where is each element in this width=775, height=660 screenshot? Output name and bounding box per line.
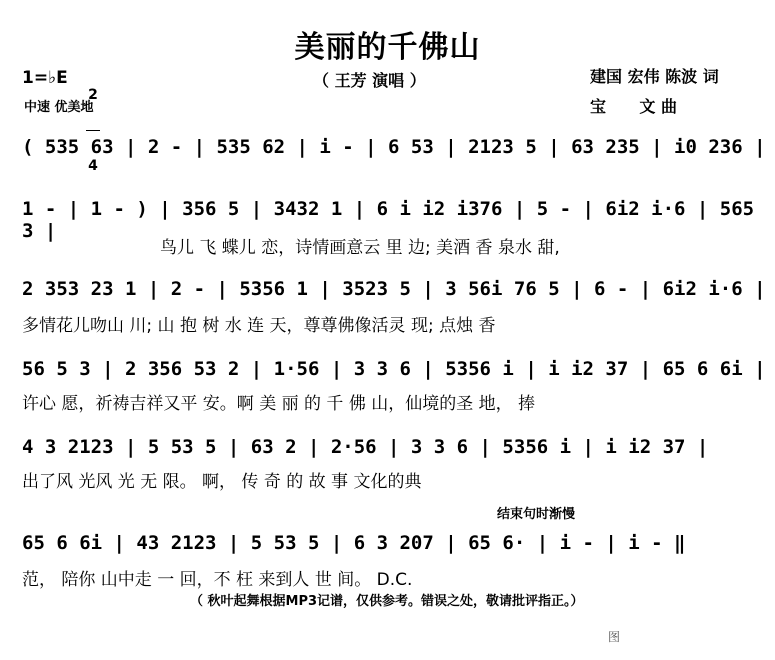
lyricist-credit: 建国 宏伟 陈波 词	[590, 67, 719, 86]
score-line-4-notes: 56 5 3 | 2 356 53 2 | 1·56 | 3 3 6 | 5356 i | i i2 37 | 65 6 6i |	[22, 358, 766, 380]
score-line-3-notes: 2 353 23 1 | 2 - | 5356 1 | 3523 5 | 3 56i 76 5 | 6 - | 6i2 i·6 |	[22, 278, 766, 300]
score-line-2-lyric: 鸟儿 飞 蝶儿 恋，诗情画意云 里 边; 美酒 香 泉水 甜,	[160, 238, 560, 258]
score-line-6-lyric: 范， 陪你 山中走 一 回，不 枉 来到人 世 间。 D.C.	[22, 570, 413, 590]
score-line-4-lyric: 许心 愿，祈祷吉祥又平 安。啊 美 丽 的 千 佛 山，仙境的圣 地， 捧	[22, 394, 536, 414]
key-signature: 1=♭E	[22, 68, 68, 88]
score-line-2-notes: 1 - | 1 - ) | 356 5 | 3432 1 | 6 i i2 i376 | 5 - | 6i2 i·6 | 565 3 |	[22, 198, 755, 242]
score-line-5-notes: 4 3 2123 | 5 53 5 | 63 2 | 2·56 | 3 3 6 | 5356 i | i i2 37 |	[22, 436, 709, 458]
page-title: 美丽的千佛山	[294, 30, 481, 65]
tempo-marking: 中速 优美地	[24, 100, 94, 115]
score-line-5-lyric: 出了风 光风 光 无 限。 啊， 传 奇 的 故 事 文化的典	[22, 472, 422, 492]
singer-credit: （ 王芳 演唱 ）	[313, 71, 426, 90]
score-line-3-lyric: 多情花儿吻山 川; 山 抱 树 水 连 天，尊尊佛像活灵 现; 点烛 香	[22, 316, 496, 336]
time-signature-top: 2	[88, 87, 98, 103]
transcription-footnote: （ 秋叶起舞根据MP3记谱，仅供参考。错误之处，敬请批评指正。）	[190, 594, 584, 609]
ritardando-mark: 结束句时渐慢	[497, 507, 576, 522]
score-line-1-notes: ( 535 63 | 2 - | 535 62 | i - | 6 53 | 2123 5 | 63 235 | i0 236 |	[22, 136, 766, 158]
time-signature	[86, 60, 100, 187]
time-signature-bottom: 4	[88, 158, 98, 174]
watermark: 图	[608, 630, 621, 644]
score-line-6-notes: 65 6 6i | 43 2123 | 5 53 5 | 6 3 207 | 65 6· | i - | i - ‖	[22, 532, 686, 554]
composer-credit: 宝 文 曲	[590, 97, 677, 116]
